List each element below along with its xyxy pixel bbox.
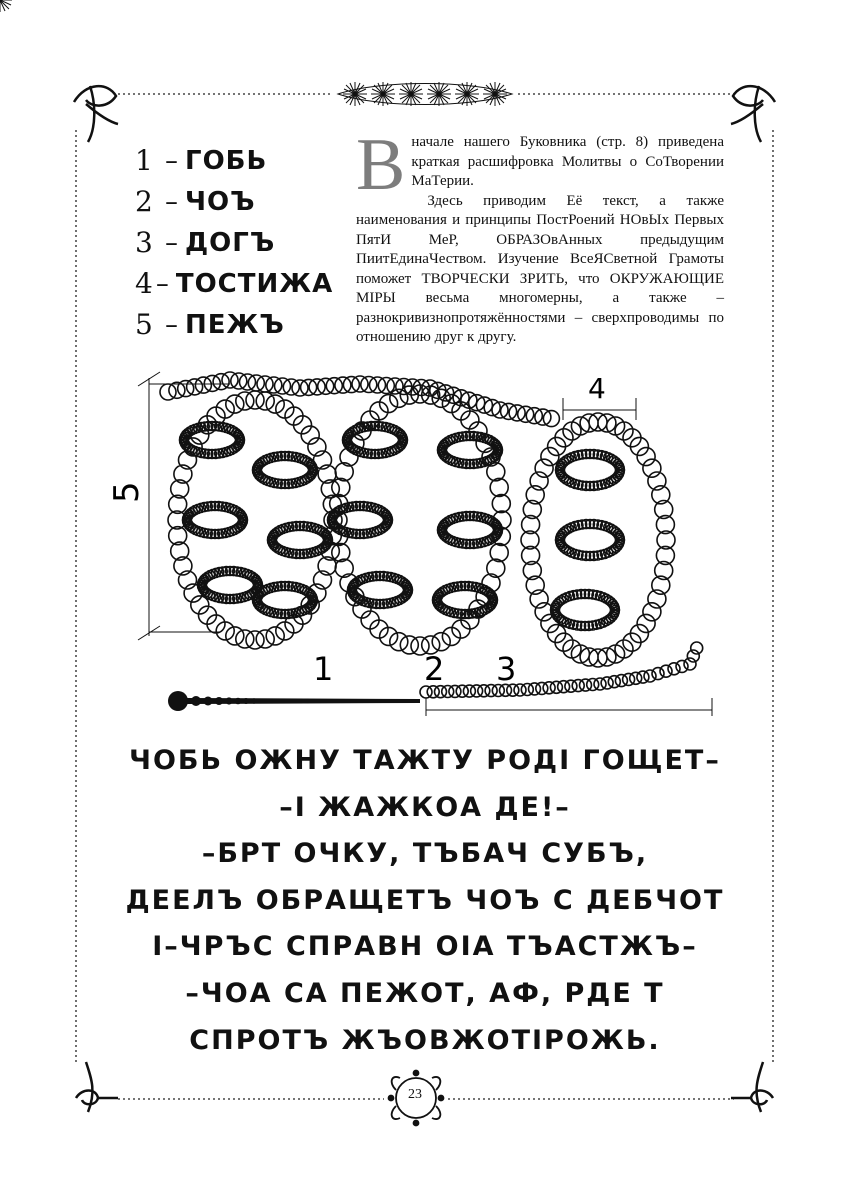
- verse-block: [80, 738, 770, 1064]
- list-word: ЧОЪ: [185, 186, 256, 217]
- diagram-label-2: 2: [424, 650, 445, 688]
- coil-loop: [253, 582, 318, 619]
- coil-loop: [438, 432, 503, 469]
- coil-loop: [556, 450, 625, 491]
- verse-line: –БРТ ОЧКУ, ТЪБАЧ СУБЪ,: [201, 838, 649, 870]
- list-number: 2: [135, 185, 154, 218]
- diagram-label-3: 3: [496, 650, 517, 688]
- page-number: 23: [408, 1087, 422, 1102]
- coil-loop: [438, 512, 503, 549]
- coil-loop: [268, 522, 333, 559]
- coil-loop: [433, 582, 498, 619]
- list-word: ДОГЪ: [185, 227, 276, 258]
- bead-tail: [168, 691, 420, 711]
- paragraph-2: Здесь приводим Её текст, а также наименования и принципы ПостРоений НОвЫх Первых ПятИ МеР, ОБРАЗОвАнных предыдущим ПиитЕдинаЧеством. Изучение ВсеЯСветной Грамоты поможет ТВОРЧЕСКИ ЗРИТЬ, что ОКРУЖАЮЩИЕ МIРЫ весьма многомерны, а также – разнокривизнопротяжённостями – сверхпроводимы по отношению друг к другу.: [356, 192, 724, 345]
- list-dash: –: [165, 227, 179, 258]
- list-dash: –: [165, 309, 179, 340]
- diagram-label-1: 1: [313, 650, 334, 688]
- verse-line: I–ЧРЪС СПРАВН ОIА ТЪАСТЖЪ–: [152, 931, 698, 963]
- verse-line: СПРОТЪ ЖЪОВЖОТIРОЖЬ.: [189, 1024, 661, 1056]
- list-dash: –: [165, 145, 179, 176]
- list-number: 1: [135, 144, 154, 177]
- list-word: ПЕЖЪ: [185, 309, 285, 340]
- paragraph-1: начале нашего Буковника (стр. 8) приведена краткая расшифровка Молитвы о СоТворении МаТерии.: [411, 134, 724, 189]
- list-word: ГОБЬ: [185, 145, 268, 176]
- dimension-label-vertical: 5: [107, 481, 147, 503]
- coil-loop: [551, 590, 620, 631]
- coil-loop: [253, 452, 318, 489]
- list-number: 5: [135, 308, 154, 341]
- verse-line: ДЕЕЛЪ ОБРАЩЕТЪ ЧОЪ С ДЕБЧОТ: [125, 884, 725, 916]
- verse-line: ЧОБЬ ОЖНУ ТАЖТУ РОДI ГОЩЕТ–: [129, 745, 721, 776]
- list-number: 4: [135, 267, 154, 300]
- list-dash: –: [165, 186, 179, 217]
- list-dash: –: [155, 268, 170, 299]
- coil-loop: [183, 502, 248, 539]
- list-number: 3: [135, 226, 154, 259]
- verse-line: –I ЖАЖКОА ДЕ!–: [279, 791, 571, 823]
- coil-loop: [180, 422, 245, 459]
- verse-line: –ЧОА СА ПЕЖОТ, АФ, РДЕ Т: [185, 977, 665, 1009]
- dimension-label-top: 4: [588, 372, 606, 405]
- list-word: ТОСТИЖА: [175, 268, 334, 299]
- coil-loop: [343, 422, 408, 459]
- coil-loop: [556, 520, 625, 561]
- coil-loop: [160, 372, 559, 427]
- coil-loop: [328, 502, 393, 539]
- drop-cap: В: [356, 124, 406, 206]
- coil-loop: [348, 572, 413, 609]
